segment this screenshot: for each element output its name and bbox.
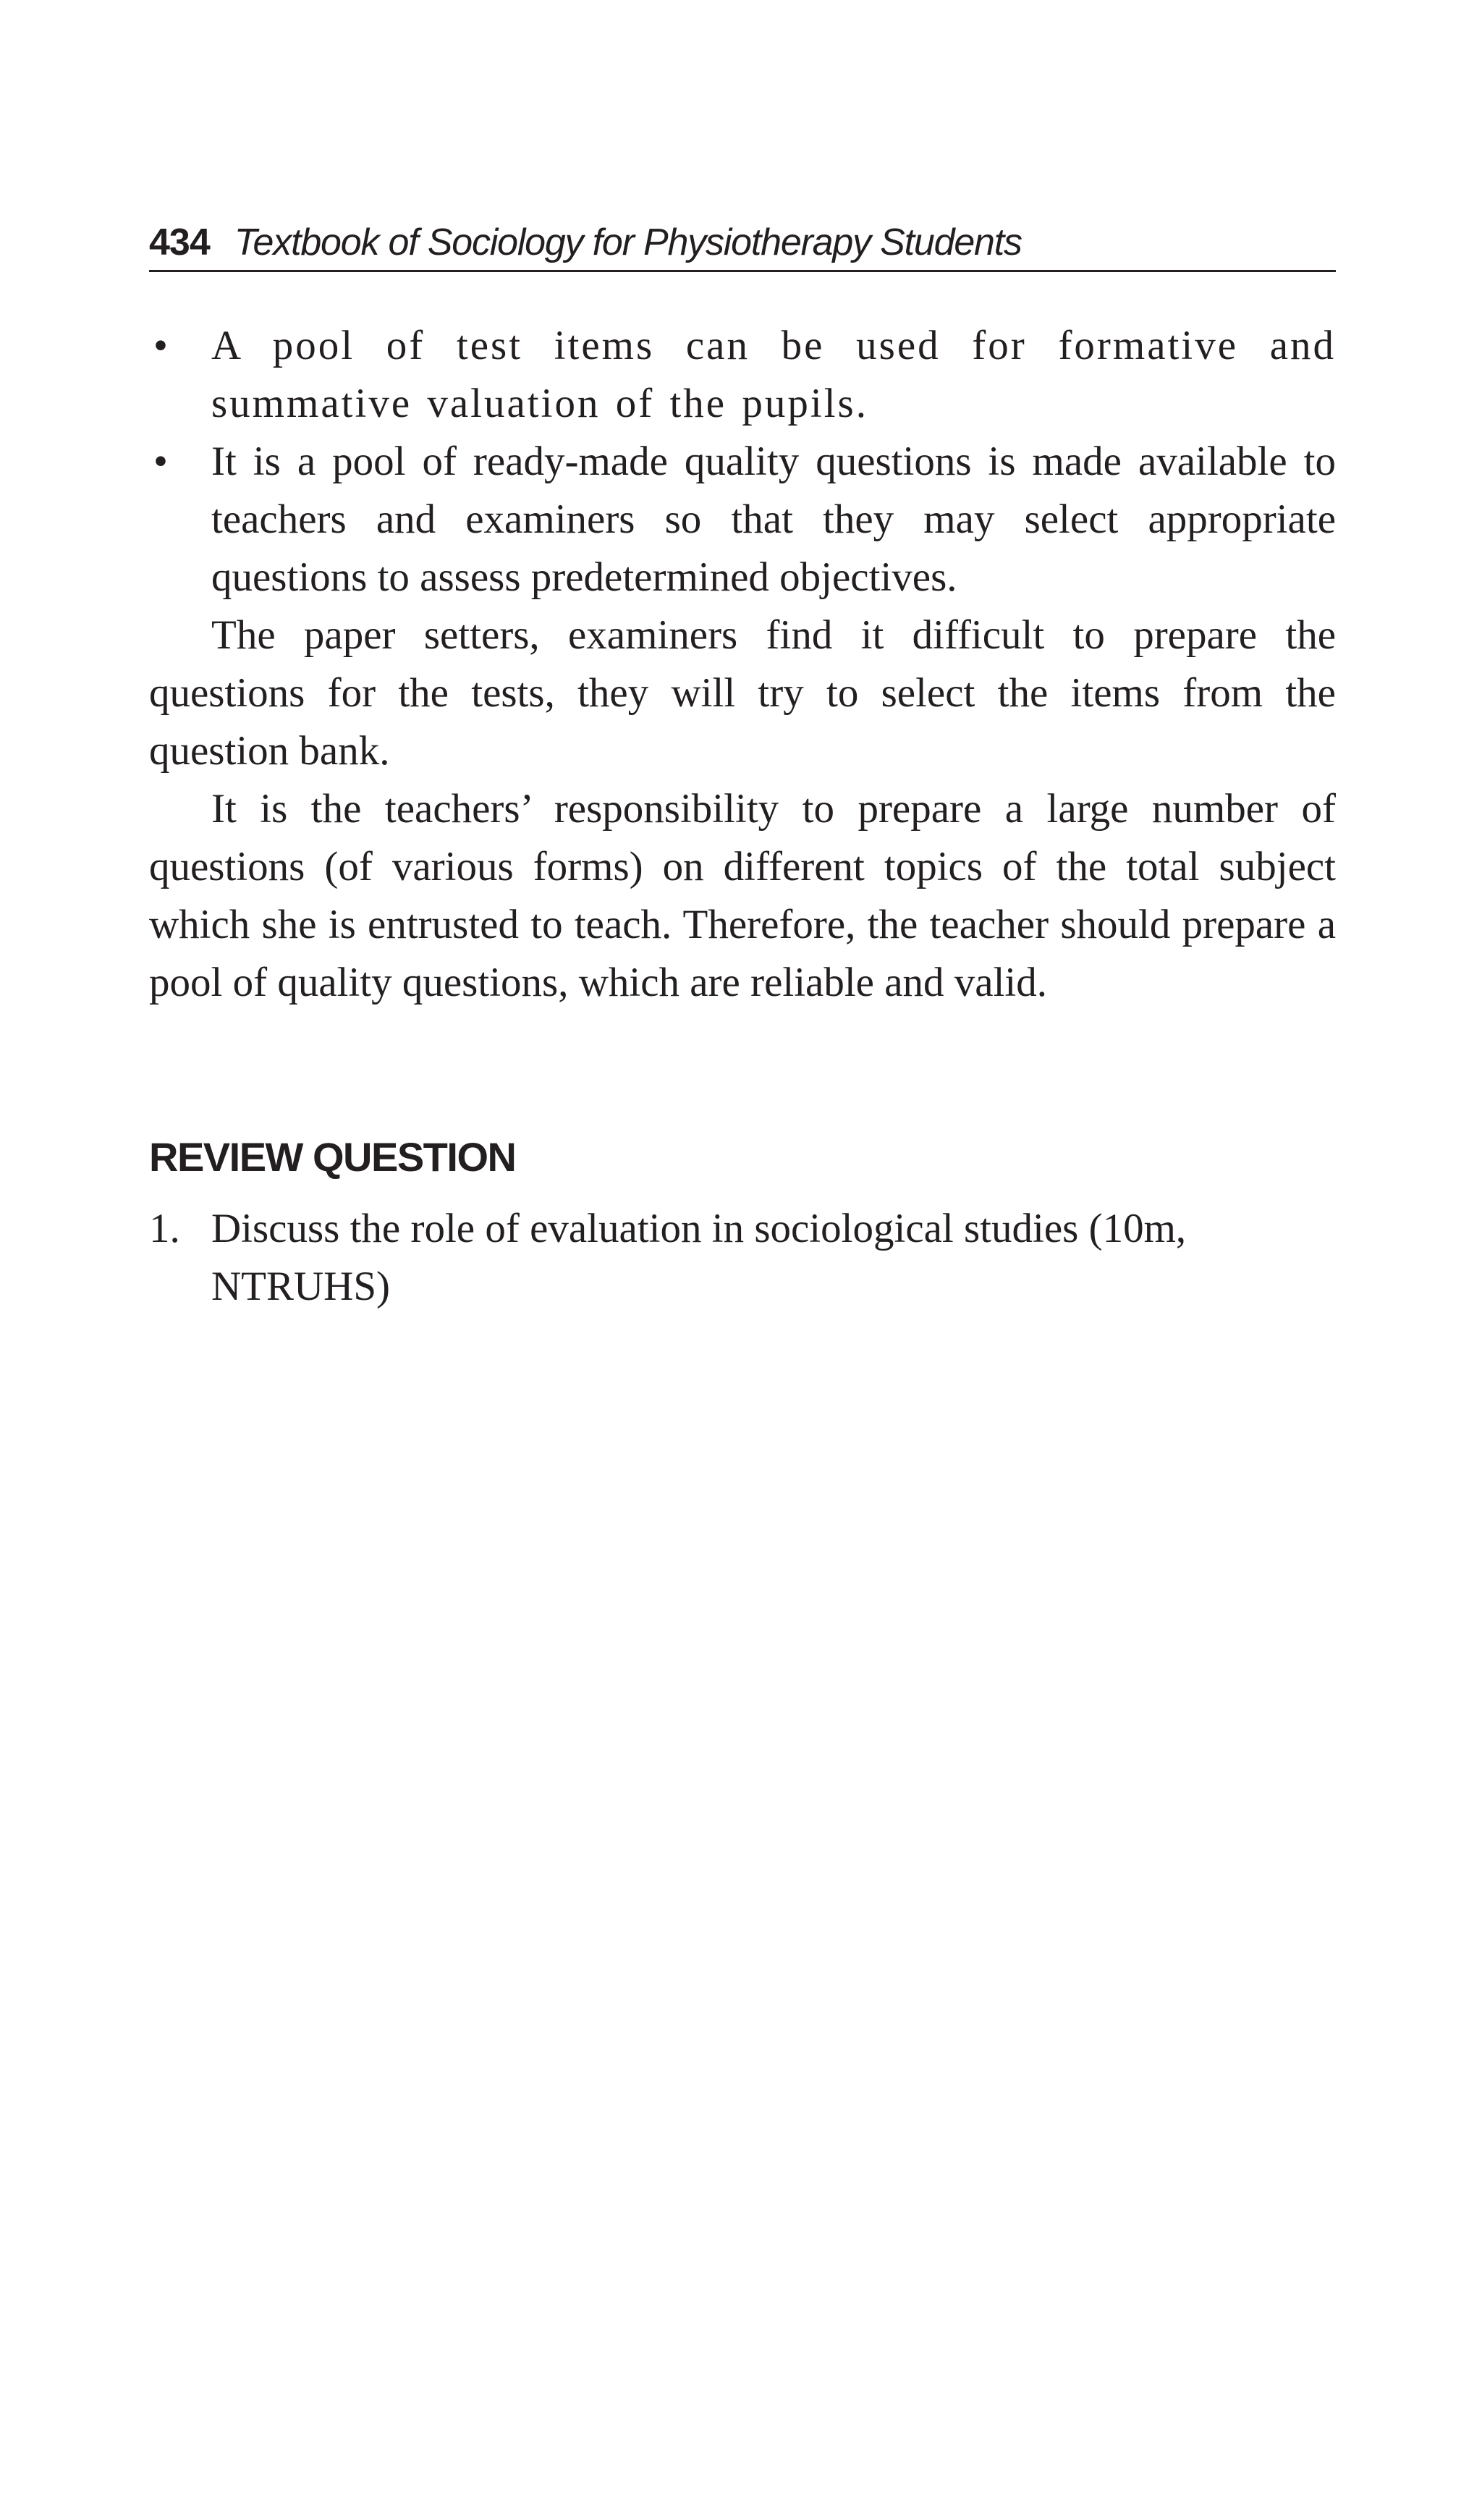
- page-number: 434: [149, 221, 210, 263]
- body-text: [149, 317, 1336, 1012]
- bullet-marker: •: [153, 323, 170, 368]
- bullet-item: [149, 317, 1336, 433]
- review-question-list: [149, 1200, 1336, 1316]
- bullet-text: A pool of test items can be used for formative and summative valuation of the pupils.: [211, 323, 1336, 426]
- bullet-marker: •: [153, 439, 168, 484]
- question-text: Discuss the role of evaluation in sociological studies (10m, NTRUHS): [211, 1206, 1187, 1309]
- bullet-item: [149, 433, 1336, 606]
- bullet-text: It is a pool of ready-made quality questions is made available to teachers and examiners so that they may select appropriate questions to assess predetermined objectives.: [211, 439, 1336, 600]
- review-question-item: [149, 1200, 1336, 1316]
- paragraph: It is the teachers’ responsibility to prepare a large number of questions (of various forms) on different topics of the total subject which she is entrusted to teach. Therefore, the teacher should prepare a pool of quality questions, which are reliable and valid.: [149, 786, 1336, 1005]
- bullet-list: [149, 317, 1336, 606]
- running-head: [149, 216, 1336, 269]
- paragraph: The paper setters, examiners find it difficult to prepare the questions for the tests, they will try to select the items from the question bank.: [149, 612, 1336, 774]
- book-title: Textbook of Sociology for Physiotherapy Students: [234, 221, 1022, 263]
- header-rule: [149, 270, 1336, 272]
- question-number: 1.: [149, 1206, 180, 1251]
- section-heading: REVIEW QUESTION: [149, 1134, 516, 1180]
